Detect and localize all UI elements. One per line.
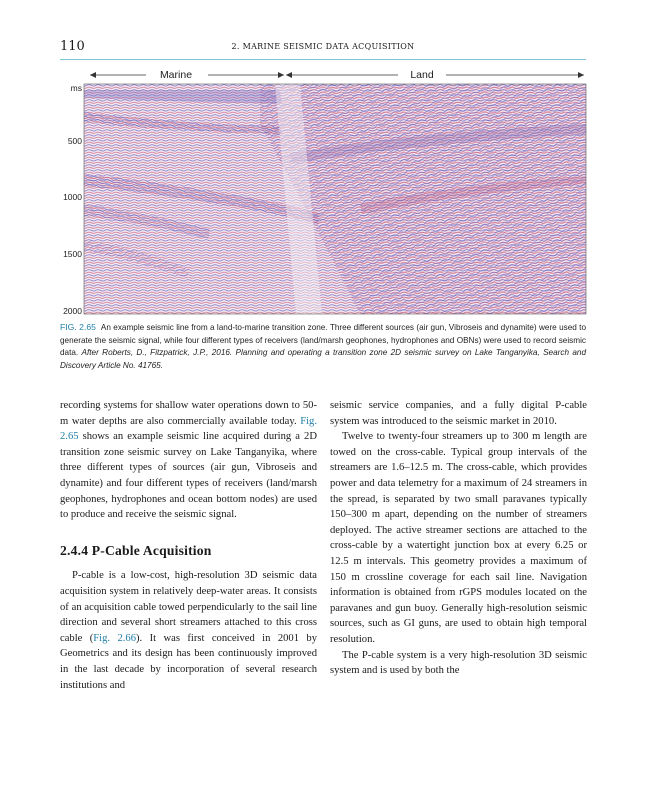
- seismic-panel: [84, 84, 586, 314]
- caption-text: An example seismic line from a land-to-marine transition zone. Three different sources (air gun, Vibroseis and dynamite) were used to generate the seismic signal, while four different types of receivers (land/marsh geophones, hydrophones and OBNs) were used to record seismic data.: [60, 323, 586, 358]
- figure-ref-2-65[interactable]: Fig. 2.65: [60, 415, 317, 443]
- caption-credit: After Roberts, D., Fitzpatrick, J.P., 2016. Planning and operating a transition zone 2D seismic survey on Lake Tanganyika, Search and Discovery Article No. 41765.: [60, 348, 586, 370]
- marine-label: Marine: [159, 69, 193, 81]
- right-paragraph-1: seismic service companies, and a fully digital P-cable system was introduced to the seismic market in 2010.: [330, 400, 587, 427]
- tick-2000: 2000: [63, 306, 82, 316]
- page-header: [60, 36, 586, 60]
- seismic-section-image: [60, 64, 600, 318]
- running-head: 2. MARINE SEISMIC DATA ACQUISITION: [231, 42, 415, 51]
- right-paragraph-2: Twelve to twenty-four streamers up to 300 m length are towed on the cross-cable. Typical group intervals of the streamers are 1.6–12.5 m. The cross-cable, which provides power and data telemetry for a maximum of 24 streamers in the spread, is separated by two small paravanes typically 150–300 m apart, depending on the number of streamers deployed. The active streamer sections are attached to the cross-cable by a watertight junction box at every 6.25 or 12.5 m intervals. This geometry provides a maximum of 150 m crossline coverage for each sail line. Navigation information is obtained from rGPS modules located on the paravanes and gun buoy. Generally high-resolution seismic sources, such as GI guns, are used to obtain high temporal resolution.: [330, 431, 587, 645]
- left-paragraph-1: [60, 398, 317, 523]
- left-paragraph-1-text-b: shows an example seismic line acquired during a 2D transition zone seismic survey on Lake Tanganyika, where three different types of sources (air gun, Vibroseis and dynamite) and four different types of receivers (land/marsh geophones, hydrophones and ocean bottom nodes) are used to produce and receive the seismic signal.: [60, 431, 317, 521]
- figure-label: FIG. 2.65: [60, 322, 96, 332]
- right-paragraph-3: The P-cable system is a very high-resolution 3D seismic system and is used by both the: [330, 649, 587, 677]
- seismic-figure: [60, 64, 600, 318]
- tick-1000: 1000: [63, 192, 82, 202]
- axis-unit: ms: [70, 83, 82, 93]
- section-heading: 2.4.4 P-Cable Acquisition: [60, 542, 212, 558]
- header-rule: [60, 59, 586, 61]
- tick-1500: 1500: [63, 249, 82, 259]
- tick-500: 500: [67, 136, 82, 146]
- figure-ref-2-66[interactable]: Fig. 2.66: [93, 632, 137, 644]
- left-column: [60, 398, 317, 693]
- page-number: 110: [60, 39, 85, 54]
- left-paragraph-1-text-a: recording systems for shallow water operations down to 50-m water depths are also commercially available today.: [60, 400, 317, 427]
- figure-caption: [60, 321, 586, 372]
- left-paragraph-2-text-b: ). It was first conceived in 2001 by Geometrics and its design has been continuously improved in the last decade by incorporation of several research institutions and: [60, 632, 318, 691]
- land-span-arrow: [286, 69, 584, 81]
- land-label: Land: [410, 69, 434, 81]
- left-paragraph-2-text-a: P-cable is a low-cost, high-resolution 3D seismic data acquisition system in relatively deep-water areas. It consists of an acquisition cable towed perpendicularly to the sail line direction and several short streamers attached to this cross cable (: [60, 570, 317, 644]
- right-column: [330, 398, 587, 679]
- left-paragraph-2: [60, 568, 317, 693]
- marine-span-arrow: [90, 69, 284, 81]
